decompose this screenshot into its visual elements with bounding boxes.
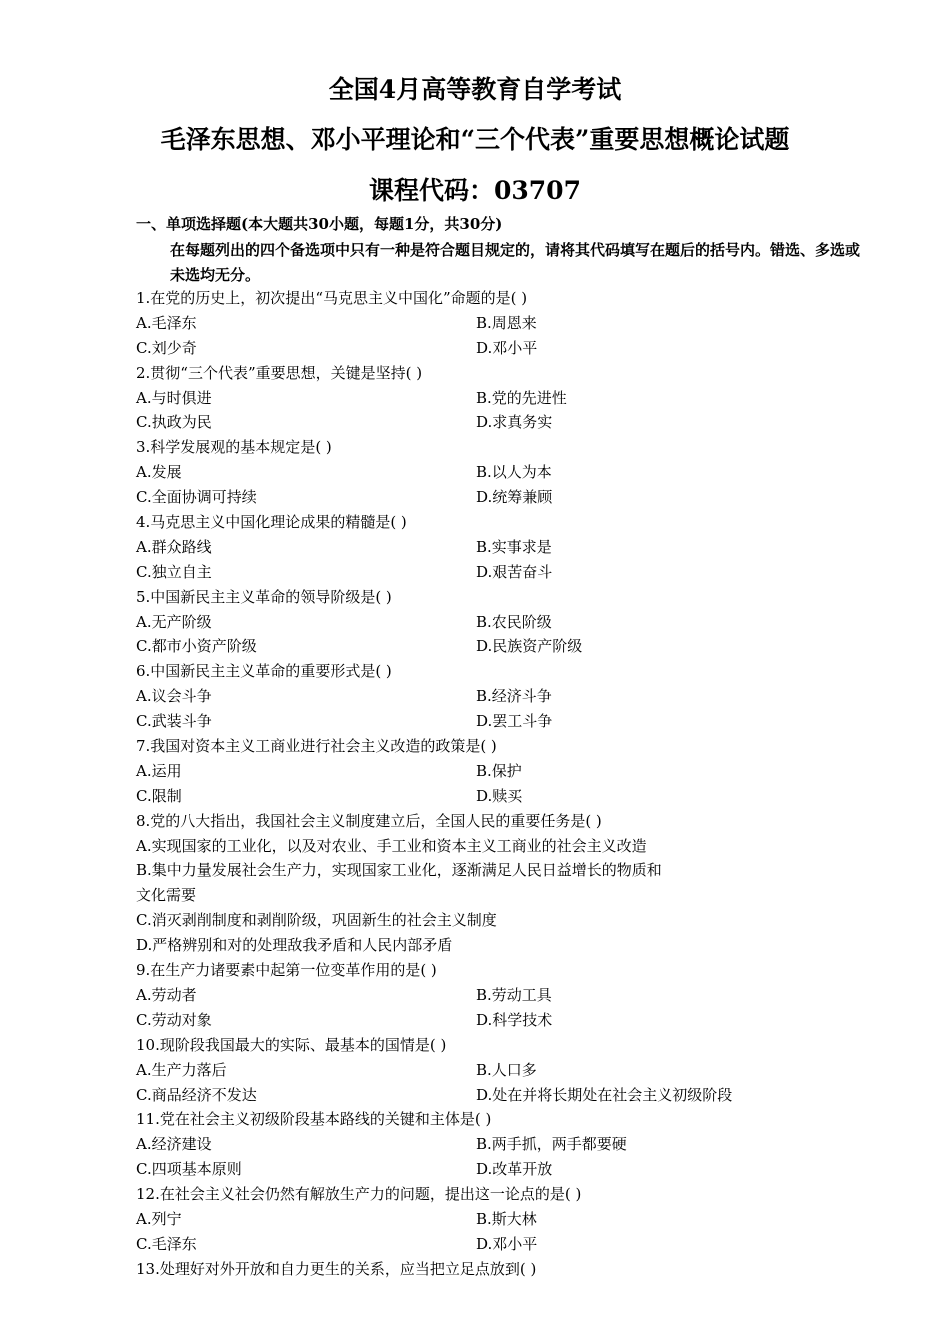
- question-stem: 6.中国新民主主义革命的重要形式是( ): [136, 662, 392, 681]
- option-row: [136, 1083, 876, 1108]
- answer-option: C.执政为民: [136, 413, 212, 432]
- answer-option: D.严格辨别和对的处理敌我矛盾和人民内部矛盾: [136, 936, 453, 955]
- option-row: [136, 336, 876, 361]
- answer-option: A.毛泽东: [136, 313, 197, 332]
- option-row: [136, 610, 876, 635]
- answer-option: B.人口多: [476, 1060, 537, 1079]
- section-heading: 一、单项选择题(本大题共30小题，每题1分，共30分): [136, 215, 503, 233]
- option-row: [136, 535, 876, 560]
- answer-option: C.四项基本原则: [136, 1160, 242, 1179]
- option-row: [136, 1008, 876, 1033]
- answer-option: D.科学技术: [476, 1010, 553, 1029]
- question-stem: 2.贯彻“三个代表”重要思想，关键是坚持( ): [136, 363, 423, 382]
- answer-option: C.劳动对象: [136, 1010, 212, 1029]
- answer-option: A.群众路线: [136, 537, 212, 556]
- option-row: [136, 759, 876, 784]
- exam-subject-title: 毛泽东思想、邓小平理论和“三个代表”重要思想概论试题: [160, 125, 790, 154]
- question-stem: 8.党的八大指出，我国社会主义制度建立后，全国人民的重要任务是( ): [136, 811, 602, 830]
- question-stem: 12.在社会主义社会仍然有解放生产力的问题，提出这一论点的是( ): [136, 1185, 582, 1204]
- answer-option: C.刘少奇: [136, 338, 197, 357]
- answer-option: A.无产阶级: [136, 612, 212, 631]
- section-instruction: 在每题列出的四个备选项中只有一种是符合题目规定的，请将其代码填写在题后的括号内。错选、多选或未选均无分。: [170, 241, 861, 284]
- answer-option: C.全面协调可持续: [136, 488, 257, 507]
- answer-option: C.独立自主: [136, 562, 212, 581]
- answer-option: A.列宁: [136, 1209, 182, 1228]
- answer-option: B.两手抓，两手都要硬: [476, 1135, 627, 1154]
- answer-option: C.商品经济不发达: [136, 1085, 257, 1104]
- answer-option: A.实现国家的工业化，以及对农业、手工业和资本主义工商业的社会主义改造: [136, 836, 647, 855]
- answer-option: B.集中力量发展社会生产力，实现国家工业化，逐渐满足人民日益增长的物质和: [136, 861, 662, 880]
- answer-option: C.都市小资产阶级: [136, 637, 257, 656]
- question-stem: 11.党在社会主义初级阶段基本路线的关键和主体是( ): [136, 1110, 492, 1129]
- answer-option: B.党的先进性: [476, 388, 567, 407]
- question-stem: 5.中国新民主主义革命的领导阶级是( ): [136, 587, 392, 606]
- answer-option: D.邓小平: [476, 338, 538, 357]
- question-stem: 1.在党的历史上，初次提出“马克思主义中国化”命题的是( ): [136, 289, 528, 307]
- option-row: [136, 1232, 876, 1257]
- answer-option: C.限制: [136, 786, 182, 805]
- answer-option: B.经济斗争: [476, 687, 552, 706]
- answer-option: D.邓小平: [476, 1234, 538, 1253]
- answer-option: C.毛泽东: [136, 1234, 197, 1253]
- answer-option: B.保护: [476, 761, 522, 780]
- question-stem: 7.我国对资本主义工商业进行社会主义改造的政策是( ): [136, 737, 497, 756]
- question-stem: 10.现阶段我国最大的实际、最基本的国情是( ): [136, 1035, 447, 1054]
- answer-option: A.生产力落后: [136, 1060, 227, 1079]
- question-stem: 13.处理好对外开放和自力更生的关系，应当把立足点放到( ): [136, 1259, 537, 1278]
- option-row: [136, 386, 876, 411]
- answer-option: C.消灭剥削制度和剥削阶级，巩固新生的社会主义制度: [136, 911, 497, 930]
- answer-option: B.以人为本: [476, 463, 552, 482]
- option-row: [136, 1132, 876, 1157]
- answer-option: D.民族资产阶级: [476, 637, 583, 656]
- question-stem: 3.科学发展观的基本规定是( ): [136, 438, 332, 457]
- answer-option: B.实事求是: [476, 537, 552, 556]
- course-code: 课程代码：03707: [369, 176, 581, 205]
- answer-option: B.斯大林: [476, 1209, 537, 1228]
- option-row: [136, 684, 876, 709]
- answer-option: A.经济建设: [136, 1135, 212, 1154]
- answer-option: A.劳动者: [136, 985, 197, 1004]
- option-row: [136, 709, 876, 734]
- answer-option: D.艰苦奋斗: [476, 562, 553, 581]
- answer-option: B.周恩来: [476, 313, 537, 332]
- option-row: [136, 983, 876, 1008]
- question-list: [136, 286, 876, 1282]
- answer-option: B.农民阶级: [476, 612, 552, 631]
- option-row: [136, 1207, 876, 1232]
- question-stem: 9.在生产力诸要素中起第一位变革作用的是( ): [136, 961, 437, 980]
- option-row: [136, 560, 876, 585]
- option-row: [136, 410, 876, 435]
- answer-option: D.赎买: [476, 786, 523, 805]
- answer-option: C.武装斗争: [136, 712, 212, 731]
- answer-option: A.发展: [136, 463, 182, 482]
- answer-option: D.处在并将长期处在社会主义初级阶段: [476, 1085, 733, 1104]
- answer-option: D.求真务实: [476, 413, 553, 432]
- option-row: [136, 634, 876, 659]
- answer-option: D.统筹兼顾: [476, 488, 553, 507]
- option-row: [136, 784, 876, 809]
- answer-option: A.议会斗争: [136, 687, 212, 706]
- option-row: [136, 485, 876, 510]
- exam-title: 全国4月高等教育自学考试: [328, 75, 622, 104]
- answer-option: A.与时俱进: [136, 388, 212, 407]
- answer-option: 文化需要: [136, 886, 197, 905]
- option-row: [136, 1157, 876, 1182]
- option-row: [136, 1058, 876, 1083]
- option-row: [136, 460, 876, 485]
- answer-option: A.运用: [136, 761, 182, 780]
- answer-option: D.改革开放: [476, 1160, 553, 1179]
- option-row: [136, 311, 876, 336]
- answer-option: D.罢工斗争: [476, 712, 553, 731]
- question-stem: 4.马克思主义中国化理论成果的精髓是( ): [136, 513, 407, 532]
- answer-option: B.劳动工具: [476, 985, 552, 1004]
